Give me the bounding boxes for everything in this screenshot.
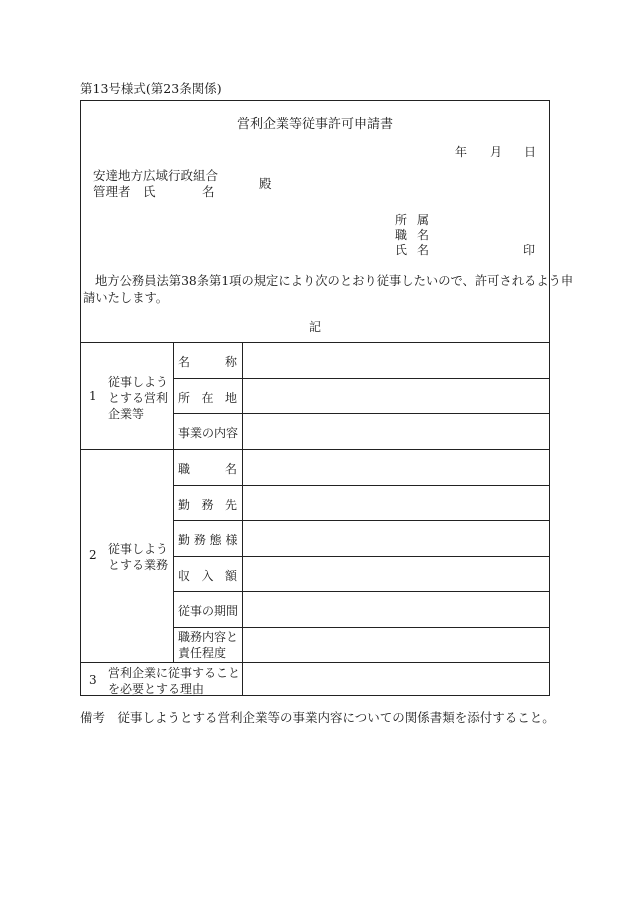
section-2-number: 2 <box>89 548 97 562</box>
table-top-rule <box>81 342 549 343</box>
ki-heading: 記 <box>308 320 321 334</box>
request-body-line-2: 請いたします。 <box>83 291 169 305</box>
section-1-label: 従事しよう とする営利 企業等 <box>108 375 169 421</box>
request-body-line-1: 地方公務員法第38条第1項の規定により次のとおり従事したいので、許可されるよう申 <box>95 274 574 288</box>
addressee-name-char-1: 氏 <box>143 184 156 199</box>
section-2-label: 従事しよう とする業務 <box>108 542 169 572</box>
section-3-number: 3 <box>89 673 97 687</box>
row-label-income: 収 入 額 <box>178 569 237 583</box>
addressee-name-char-2: 名 <box>202 184 215 199</box>
seal-mark: 印 <box>523 243 536 257</box>
row-rule <box>173 556 549 557</box>
applicant-affiliation-label: 所 属 <box>395 213 429 227</box>
addressee-title: 管理者 <box>93 184 131 199</box>
form-number-label: 第13号様式(第23条関係) <box>80 81 222 96</box>
addressee-organization: 安達地方広域行政組合 <box>93 168 219 183</box>
row-rule <box>173 520 549 521</box>
row-rule <box>173 378 549 379</box>
applicant-name-label: 氏 名 <box>395 243 429 257</box>
row-label-duties-responsibility: 職務内容と 責任程度 <box>178 630 239 660</box>
row-label-period: 従事の期間 <box>178 604 239 618</box>
applicant-position-label: 職 名 <box>395 228 429 242</box>
date-day: 日 <box>524 145 537 159</box>
row-rule <box>173 413 549 414</box>
date-month: 月 <box>490 145 503 159</box>
section-rule <box>81 662 549 663</box>
remarks-note: 備考 従事しようとする営利企業等の事業内容についての関係書類を添付すること。 <box>80 710 555 725</box>
date-year: 年 <box>455 145 468 159</box>
row-label-work-style: 勤 務 態 様 <box>178 533 238 547</box>
row-label-name: 名 称 <box>178 355 237 369</box>
application-form-frame <box>80 100 574 696</box>
section-3-label: 営利企業に従事すること を必要とする理由 <box>108 666 241 696</box>
column-rule-right <box>242 342 243 695</box>
row-label-job-title: 職 名 <box>178 462 237 476</box>
row-label-business-content: 事業の内容 <box>178 426 239 440</box>
section-1-number: 1 <box>89 389 97 403</box>
row-label-location: 所 在 地 <box>178 391 237 405</box>
row-rule <box>173 591 549 592</box>
row-rule <box>173 627 549 628</box>
addressee-honorific: 殿 <box>259 176 272 191</box>
column-rule-left <box>173 342 174 662</box>
form-title: 営利企業等従事許可申請書 <box>236 117 393 132</box>
row-rule <box>173 485 549 486</box>
section-rule <box>81 449 549 450</box>
row-label-workplace: 勤 務 先 <box>178 498 237 512</box>
